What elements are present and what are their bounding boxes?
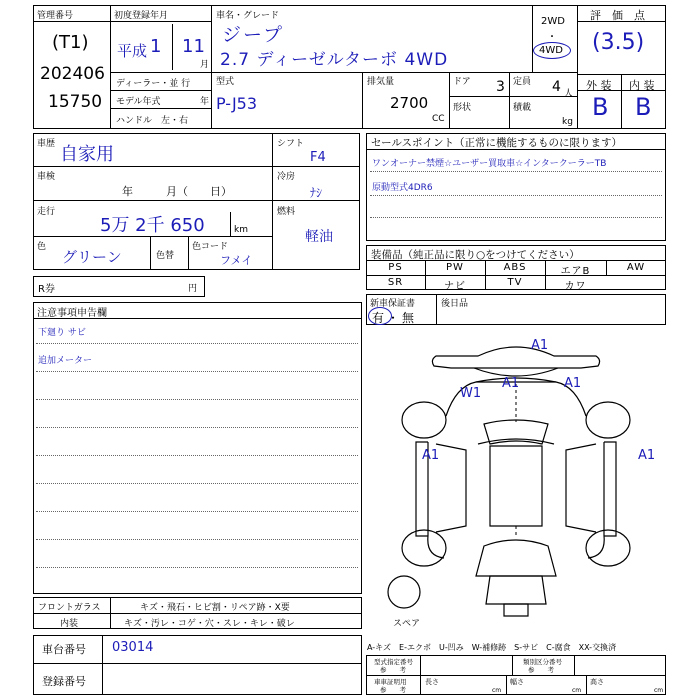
front-glass-value: キズ・飛石・ヒビ割・リペア跡・X要 <box>140 603 290 613</box>
reg-month: 11 <box>182 36 205 57</box>
shift-label: シフト <box>277 139 305 149</box>
exterior-grade: B <box>592 93 609 121</box>
shape-label: 形状 <box>453 103 472 113</box>
lot-line2: 202406 <box>40 64 105 84</box>
car-damage-diagram <box>366 326 666 636</box>
chassis-label: 車台番号 <box>42 643 86 656</box>
lot-line3: 15750 <box>48 92 103 112</box>
cert1-label: 型式指定番号 <box>374 658 413 666</box>
equip-navi: ナビ <box>444 281 466 292</box>
notes-line1: 下廻り サビ <box>38 328 86 338</box>
color-label: 色 <box>37 242 47 252</box>
damage-mark-side-left: A1 <box>422 448 440 463</box>
car-name: ジープ <box>222 24 285 46</box>
ac-value: ﾅｼ <box>310 186 323 200</box>
equip-ps: PS <box>388 262 403 273</box>
damage-mark-side-right: A1 <box>638 448 656 463</box>
color-value: グリーン <box>62 248 122 266</box>
damage-mark-hood-right: A1 <box>564 376 582 391</box>
disp-value: 2700 <box>390 94 429 112</box>
chassis-value: 03014 <box>112 640 154 655</box>
sales-line1: ワンオーナー禁煙☆ユーザー買取車☆インタークーラーTB <box>372 159 607 169</box>
sales-title: セールスポイント（正常に機能するものに限ります） <box>371 137 623 149</box>
interior-label: 内装 <box>60 619 79 629</box>
damage-mark-front: A1 <box>531 338 549 353</box>
handle-label: ハンドル 左・右 <box>116 116 189 126</box>
cc-unit: CC <box>432 114 445 124</box>
reg-era: 平成 <box>117 42 148 60</box>
drive-dot: ・ <box>547 32 557 43</box>
width-cm: cm <box>572 687 582 694</box>
year-unit: 年 <box>200 97 210 107</box>
kg-unit: kg <box>562 117 573 127</box>
car-grade: 2.7 ディーゼルターボ 4WD <box>220 50 449 70</box>
warranty-circle <box>368 307 392 325</box>
warranty-value: 有・無 <box>372 311 418 325</box>
km-unit: km <box>234 225 248 235</box>
later-label: 後日品 <box>441 299 469 309</box>
name-label: 車名・グレード <box>216 11 280 21</box>
door-value: 3 <box>496 79 505 95</box>
color-code-value: フメイ <box>220 254 253 267</box>
interior-grade: B <box>635 93 652 121</box>
lot-label: 管理番号 <box>37 11 74 21</box>
equip-leather: カワ <box>564 281 587 292</box>
model-year-label: モデル年式 <box>116 97 161 107</box>
month-unit: 月 <box>200 60 210 70</box>
cert3b-label: 参 考 <box>380 686 406 694</box>
score-value: (3.5) <box>592 30 645 55</box>
color-change-label: 色替 <box>156 251 175 261</box>
shift-value: F4 <box>310 150 326 165</box>
ac-label: 冷房 <box>277 172 296 182</box>
equipment-title: 装備品（純正品に限り○をつけてください） <box>371 249 580 261</box>
equip-airbag: エアB <box>560 266 591 277</box>
damage-mark-fender-left: W1 <box>460 386 482 401</box>
cert2b-label: 参 考 <box>528 666 554 674</box>
fuel-label: 燃料 <box>277 207 296 217</box>
notes-title: 注意事項申告欄 <box>37 308 107 319</box>
equip-pw: PW <box>446 262 464 273</box>
recycle-label: R券 <box>38 284 55 295</box>
mileage-value: 5万 2千 650 <box>100 215 205 236</box>
notes-line2: 追加メーター <box>38 356 93 366</box>
equip-aw: AW <box>626 262 646 273</box>
color-code-label: 色コード <box>192 242 229 252</box>
length-label: 長さ <box>425 678 439 686</box>
reg-label: 初度登録年月 <box>114 11 169 21</box>
door-label: ドア <box>453 77 471 87</box>
drive-4wd: 4WD <box>539 45 563 56</box>
dealer-label: ディーラー・並 行 <box>116 79 191 89</box>
equip-sr: SR <box>387 277 404 288</box>
cert3-label: 車車証明用 <box>374 678 407 686</box>
interior-label: 内 装 <box>629 79 655 92</box>
type-label: 型式 <box>216 77 235 87</box>
cert2-label: 類別区分番号 <box>523 658 562 666</box>
exterior-label: 外 装 <box>586 79 612 92</box>
inspection-label: 車検 <box>37 172 56 182</box>
reg-year: 1 <box>150 36 162 57</box>
capacity-value: 4 <box>552 79 561 95</box>
drive-2wd: 2WD <box>541 16 565 27</box>
notes-section <box>33 302 362 594</box>
load-label: 積載 <box>513 103 532 113</box>
height-cm: cm <box>654 687 664 694</box>
registration-label: 登録番号 <box>42 675 86 688</box>
history-value: 自家用 <box>60 144 114 165</box>
person-unit: 人 <box>564 89 574 99</box>
front-glass-label: フロントガラス <box>38 603 101 613</box>
spare-label: スペア <box>393 619 421 629</box>
score-label: 評 価 点 <box>590 9 645 22</box>
sales-line2: 原動型式4DR6 <box>372 183 433 193</box>
cert1b-label: 参 考 <box>380 666 406 674</box>
length-cm: cm <box>492 687 502 694</box>
equip-abs: ABS <box>503 262 527 273</box>
interior-value: キズ・汚レ・コゲ・穴・スレ・キレ・破レ <box>124 619 295 629</box>
fuel-value: 軽油 <box>305 229 333 245</box>
damage-legend: A-キズ E-エクボ U-凹み W-補修跡 S-サビ C-腐食 XX-交換済 <box>367 643 617 652</box>
damage-mark-hood-left: A1 <box>502 376 520 391</box>
type-value: P-J53 <box>216 94 258 113</box>
warranty-label: 新車保証書 <box>370 299 416 309</box>
history-label: 車歴 <box>37 139 56 149</box>
inspection-date: 年 月（ 日） <box>122 185 232 198</box>
lot-line1: (T1) <box>52 32 89 53</box>
equip-tv: TV <box>507 277 523 288</box>
width-label: 幅さ <box>510 678 524 686</box>
height-label: 高さ <box>590 678 604 686</box>
recycle-section <box>33 276 205 297</box>
mileage-label: 走行 <box>37 207 56 217</box>
disp-label: 排気量 <box>367 77 395 87</box>
capacity-label: 定員 <box>513 77 532 87</box>
yen-unit: 円 <box>188 284 198 294</box>
